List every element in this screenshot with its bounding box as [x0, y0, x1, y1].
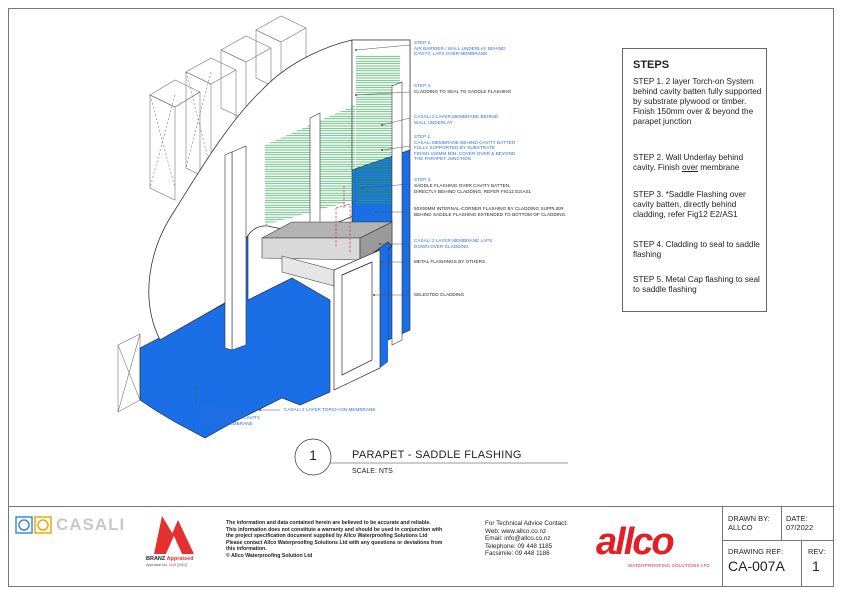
label-step3-text: SADDLE FLASHING OVER CAVITY BATTEN, DIRECTLY BEHIND CLADDING, REFER FIG12 E2/AS1 — [414, 183, 532, 194]
allco-tagline: WATERPROOFING SOLUTIONS LTD — [628, 563, 710, 568]
step-5: STEP 5. Metal Cap flashing to seal to saddle flashing — [633, 275, 760, 294]
label-step1: STEP 1. CASALI MEMBRANE BEHIND CAVITY BATTEN FULLY SUPPORTED BY SUBSTRATE FINISH 150MM MIN. COVER OVER & BEYOND THE PARAPET JUNCTION — [414, 134, 516, 162]
label-casali-laps: CASALI 2 LAYER MEMBRANE LAPS DOWN OVER CLADDING — [414, 238, 493, 249]
branz-appraised: Appraised — [166, 556, 194, 562]
disclaimer: The information and data contained herein are believed to be accurate and reliable. This information does not constitute a warranty and should be used in conjunction with the project specification document supplied by Allco Waterproofing Solutions Ltd Please contact Allco Waterproofing Solutions Ltd with any questions or deviations from this information. © Allco Waterproofing Solution Ltd — [226, 520, 443, 559]
contact-info: For Technical Advice Contact: Web: www.allco.co.nz Email: info@allco.co.nz Telephone: 09 448 1185 Facsimile: 09 448 1186 — [485, 520, 568, 558]
branz-name: BRANZ — [146, 556, 166, 562]
step-2-underline: over — [681, 163, 698, 172]
steps-panel — [622, 48, 767, 312]
title-block-divider — [722, 540, 834, 541]
label-metal-flashings: METAL FLASHINGS BY OTHERS — [414, 259, 486, 264]
casali-logo-icon — [15, 516, 55, 534]
drawing-ref-value: CA-007A — [728, 558, 785, 574]
step-1: STEP 1. 2 layer Torch-on System behind cavity batten fully supported by substrate plywood or timber. Finish 150mm over & beyond the parapet junction — [633, 77, 762, 126]
diagram-title: PARAPET - SADDLE FLASHING — [352, 449, 522, 461]
label-step2-top: STEP 2. AIR BARRIER / WALL UNDERLAY BEHIND CAVITY, LAPS OVER MEMBRANE — [414, 40, 506, 57]
step-2-text-b: membrane — [697, 163, 740, 172]
diagram-scale: SCALE: NTS — [352, 468, 393, 475]
label-step4: STEP 4. — [414, 83, 432, 88]
rev-label: REV: — [808, 547, 826, 556]
selected-cladding — [334, 250, 380, 390]
title-block-vdivider-top — [781, 506, 782, 540]
branz-logo-text — [146, 556, 193, 562]
label-selected-cladding: SELECTED CLADDING — [414, 292, 465, 297]
label-torch-on: CASALI 2 LAYER TORCH-ON MEMBRANE — [284, 407, 376, 412]
label-step2-bottom: STEP 2. AIR BARRIER / WALL UNDERLAY BEHIND CAVITY, LAPS OVER MEMBRANE — [198, 404, 261, 426]
step-4: STEP 4. Cladding to seal to saddle flashing — [633, 240, 760, 259]
drawing-ref-label: DRAWING REF: — [728, 547, 784, 556]
rev-value: 1 — [812, 558, 820, 574]
step-3: STEP 3. *Saddle Flashing over cavity batten, directly behind cladding, refer Fig12 E2/AS1 — [633, 190, 746, 219]
steps-title: STEPS — [633, 59, 670, 71]
step-2 — [633, 153, 763, 173]
label-step3-head: STEP 3. — [414, 177, 432, 182]
branz-appraisal-no: Appraisal No. 1115 [2021] — [146, 563, 188, 567]
step-2-text-a: STEP 2. Wall Underlay behind cavity. Finish — [633, 153, 744, 172]
casali-logo: CASALI — [56, 515, 126, 534]
drawn-by-value: ALLCO — [728, 523, 753, 532]
label-corner-flashing: 50X50MM INTERNAL-CORNER FLASHING BY CLADDING SUPPLIER BEHIND SADDLE FLASHING EXTENDED TO BOTTOM OF CLADDING. — [414, 206, 567, 217]
drawn-by-label: DRAWN BY: — [728, 514, 770, 523]
date-label: DATE: — [786, 514, 808, 523]
date-value: 07/2022 — [786, 523, 814, 532]
title-block-vdivider-bottom — [801, 540, 802, 587]
branz-logo-icon — [152, 514, 196, 556]
allco-logo: allco — [596, 521, 673, 563]
left-lower-box — [118, 334, 140, 412]
label-cladding-seal: CLADDING TO SEAL TO SADDLE FLASHING — [414, 89, 512, 94]
detail-number: 1 — [309, 447, 317, 463]
label-casali-behind: CASALI 2 LAYER MEMBRANE BEHIND WALL UNDERLAY — [414, 114, 499, 125]
